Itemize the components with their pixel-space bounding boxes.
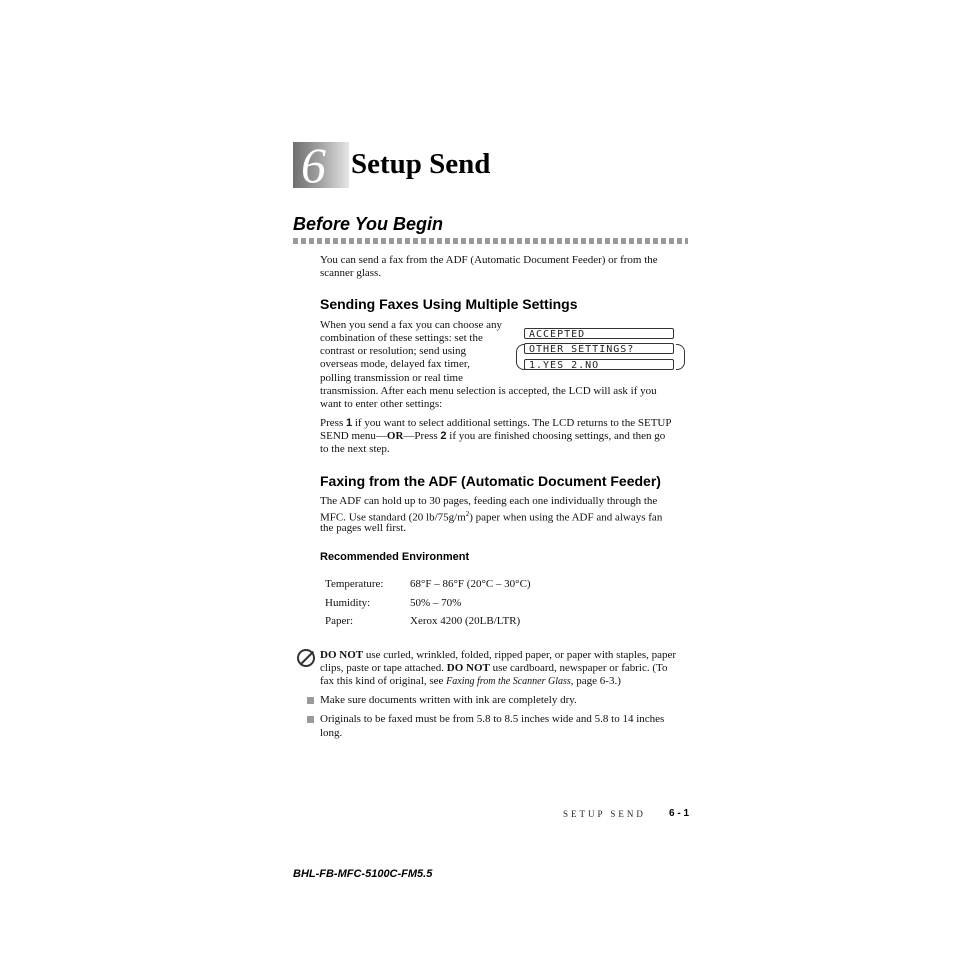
bullet-item-2-line-2: long. <box>320 727 343 739</box>
multi-settings-heading: Sending Faxes Using Multiple Settings <box>320 296 578 312</box>
env-label-humidity: Humidity: <box>325 597 371 609</box>
bullet-square-icon <box>307 697 314 704</box>
multi-line-4: overseas mode, delayed fax timer, <box>320 358 470 370</box>
adf-line-2a: MFC. Use standard (20 lb/75g/m <box>320 511 466 524</box>
lcd-brace-right <box>676 344 685 370</box>
lcd-display <box>514 327 686 373</box>
env-value-humidity: 50% – 70% <box>410 597 462 609</box>
document-id: BHL-FB-MFC-5100C-FM5.5 <box>293 868 433 880</box>
multi-line-5: polling transmission or real time <box>320 372 463 384</box>
multi-line-3: contrast or resolution; send using <box>320 345 467 357</box>
env-value-paper: Xerox 4200 (20LB/LTR) <box>410 615 521 627</box>
lcd-row-1: ACCEPTED <box>524 328 674 339</box>
note-text-2b: use cardboard, newspaper or fabric. (To <box>489 662 668 674</box>
superscript-2: 2 <box>465 510 470 518</box>
section-heading: Before You Begin <box>293 214 444 234</box>
footer-section-name: SETUP SEND <box>563 809 646 819</box>
press-line-1 <box>320 417 671 430</box>
bullet-square-icon <box>307 716 314 723</box>
env-label-temperature: Temperature: <box>325 578 384 590</box>
do-not-emphasis-2: DO NOT <box>446 662 490 674</box>
adf-line-1: The ADF can hold up to 30 pages, feeding each one individually through the <box>320 495 658 507</box>
bullet-item-2-line-1: Originals to be faxed must be from 5.8 to 8.5 inches wide and 5.8 to 14 inches <box>320 713 665 725</box>
note-text-3b: , page 6-3.) <box>570 675 621 687</box>
chapter-number: 6 <box>301 137 326 193</box>
adf-line-2b: ) paper when using the ADF and always fan <box>469 511 663 524</box>
note-text-2a: clips, paste or tape attached. <box>320 662 447 674</box>
adf-line-3: the pages well first. <box>320 522 407 534</box>
key-1: 1 <box>345 417 353 429</box>
bullet-item-1: Make sure documents written with ink are completely dry. <box>320 694 577 706</box>
note-line-2 <box>320 662 667 675</box>
note-text-1: use curled, wrinkled, folded, ripped paper, or paper with staples, paper <box>363 649 677 661</box>
press-line-3: to the next step. <box>320 443 390 455</box>
no-sign-icon <box>297 649 315 667</box>
press-line-2 <box>320 430 665 443</box>
footer-page-number: 6 - 1 <box>669 808 690 819</box>
note-line-3 <box>320 675 621 688</box>
env-value-temperature: 68°F – 86°F (20°C – 30°C) <box>410 578 531 590</box>
note-text-3a: fax this kind of original, see <box>320 675 447 687</box>
key-2: 2 <box>440 430 447 442</box>
press2-text-b: —Press <box>403 430 441 442</box>
chapter-title: Setup Send <box>351 148 491 180</box>
dotted-divider <box>293 238 688 244</box>
intro-line-2: scanner glass. <box>320 267 382 279</box>
env-label-paper: Paper: <box>325 615 354 627</box>
press1-text-a: Press <box>320 417 346 429</box>
multi-line-6: transmission. After each menu selection is accepted, the LCD will ask if you <box>320 385 657 397</box>
press2-text-c: if you are finished choosing settings, and then go <box>446 430 666 442</box>
lcd-row-2: OTHER SETTINGS? <box>524 343 674 354</box>
press2-text-a: SEND menu— <box>320 430 387 442</box>
note-line-1 <box>320 649 676 662</box>
multi-line-1: When you send a fax you can choose any <box>320 319 503 331</box>
multi-line-7: want to enter other settings: <box>320 398 443 410</box>
do-not-emphasis-1: DO NOT <box>320 649 364 661</box>
adf-heading: Faxing from the ADF (Automatic Document Feeder) <box>320 473 661 489</box>
chapter-header <box>293 137 713 193</box>
lcd-row-3: 1.YES 2.NO <box>524 359 674 370</box>
cross-reference: Faxing from the Scanner Glass <box>446 676 571 687</box>
environment-heading: Recommended Environment <box>320 551 470 563</box>
multi-line-2: combination of these settings: set the <box>320 332 483 344</box>
chapter-number-box <box>293 137 349 193</box>
intro-line-1: You can send a fax from the ADF (Automatic Document Feeder) or from the <box>320 254 658 266</box>
or-emphasis: OR <box>386 430 404 442</box>
press1-text-b: if you want to select additional settings. The LCD returns to the SETUP <box>352 417 672 429</box>
